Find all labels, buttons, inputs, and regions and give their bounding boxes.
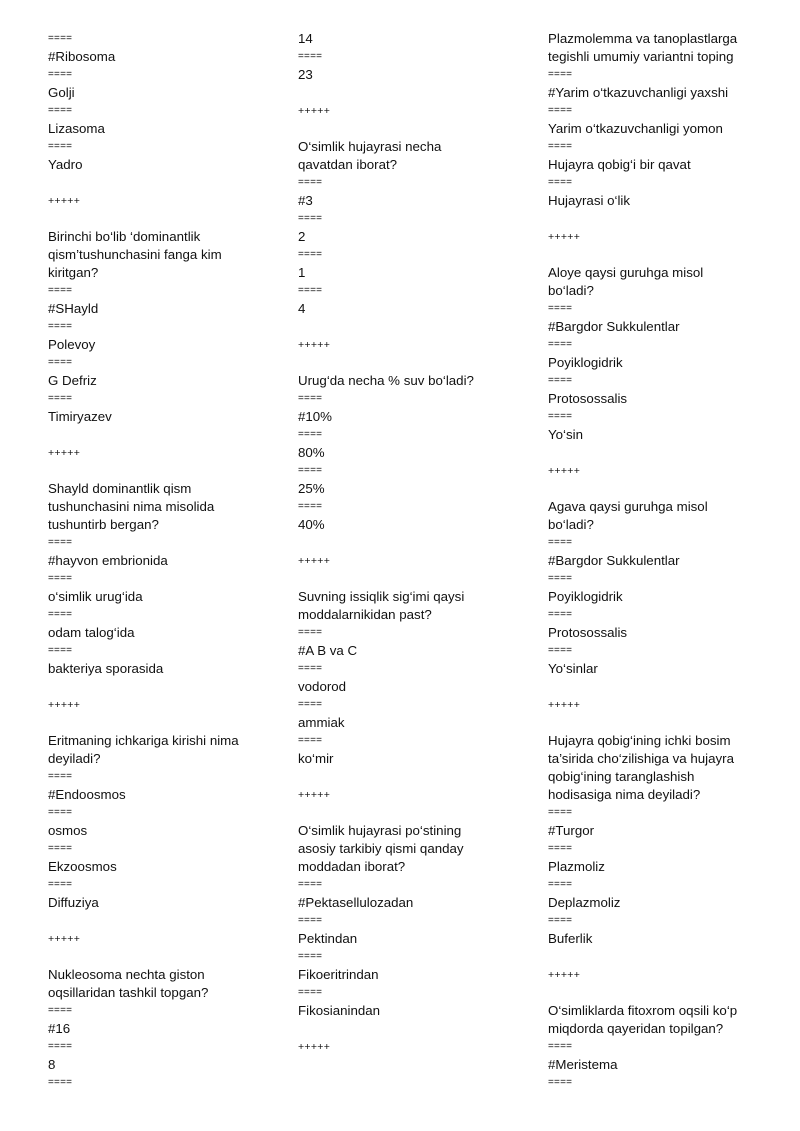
blank-line (48, 210, 283, 228)
separator-line: ==== (548, 843, 573, 854)
text-line: 2 (298, 229, 306, 244)
separator-line: ==== (548, 1041, 573, 1052)
separator-line: ==== (548, 303, 573, 314)
separator-line: ==== (48, 357, 73, 368)
separator-line: ==== (298, 213, 323, 224)
blank-line (298, 570, 533, 588)
blank-line (298, 120, 533, 138)
text-line: vodorod (298, 679, 347, 694)
question-divider: +++++ (298, 555, 331, 567)
question-divider: +++++ (298, 105, 331, 117)
text-line: tegishli umumiy variantni toping (548, 49, 734, 64)
text-line: Birinchi bo‘lib ‘dominantlik (48, 229, 201, 244)
separator-line: ==== (298, 393, 323, 404)
question-divider: +++++ (48, 447, 81, 459)
correct-answer-line: #Bargdor Sukkulentlar (548, 319, 680, 334)
text-line: G Defriz (48, 373, 97, 388)
separator-line: ==== (298, 177, 323, 188)
text-line: Nukleosoma nechta giston (48, 967, 205, 982)
text-line: 25% (298, 481, 325, 496)
separator-line: ==== (298, 501, 323, 512)
separator-line: ==== (548, 537, 573, 548)
correct-answer-line: #A B va C (298, 643, 358, 658)
text-line: Buferlik (548, 931, 593, 946)
blank-line (48, 714, 283, 732)
separator-line: ==== (48, 1077, 73, 1088)
text-line: Aloye qaysi guruhga misol (548, 265, 704, 280)
text-line: ta’sirida cho‘zilishiga va hujayra (548, 751, 735, 766)
correct-answer-line: #Meristema (548, 1057, 618, 1072)
text-line: Shayld dominantlik qism (48, 481, 192, 496)
text-line: Fikosianindan (298, 1003, 381, 1018)
question-divider: +++++ (548, 465, 581, 477)
separator-line: ==== (48, 69, 73, 80)
text-line: Yarim o‘tkazuvchanligi yomon (548, 121, 723, 136)
separator-line: ==== (48, 1005, 73, 1016)
separator-line: ==== (298, 465, 323, 476)
correct-answer-line: #3 (298, 193, 313, 208)
text-line: odam talog‘ida (48, 625, 135, 640)
blank-line (298, 534, 533, 552)
blank-line (298, 768, 533, 786)
separator-line: ==== (48, 393, 73, 404)
text-line: Lizasoma (48, 121, 105, 136)
separator-line: ==== (48, 33, 73, 44)
separator-line: ==== (548, 105, 573, 116)
text-line: ammiak (298, 715, 345, 730)
separator-line: ==== (548, 141, 573, 152)
text-line: 23 (298, 67, 313, 82)
separator-line: ==== (48, 771, 73, 782)
separator-line: ==== (548, 69, 573, 80)
question-divider: +++++ (548, 699, 581, 711)
text-line: Ekzoosmos (48, 859, 117, 874)
question-divider: +++++ (548, 231, 581, 243)
text-line: Hujayrasi o‘lik (548, 193, 631, 208)
question-divider: +++++ (48, 699, 81, 711)
question-divider: +++++ (48, 195, 81, 207)
blank-line (48, 912, 283, 930)
separator-line: ==== (48, 645, 73, 656)
blank-line (548, 714, 783, 732)
separator-line: ==== (298, 51, 323, 62)
text-line: tushunchasini nima misolida (48, 499, 215, 514)
text-line: moddalarnikidan past? (298, 607, 432, 622)
separator-line: ==== (298, 879, 323, 890)
text-line: O‘simlik hujayrasi po‘stining (298, 823, 462, 838)
separator-line: ==== (48, 573, 73, 584)
question-divider: +++++ (298, 789, 331, 801)
text-line: Yo‘sinlar (548, 661, 598, 676)
text-line: Hujayra qobig‘ining ichki bosim (548, 733, 731, 748)
question-divider: +++++ (298, 339, 331, 351)
separator-line: ==== (48, 879, 73, 890)
text-line: qavatdan iborat? (298, 157, 398, 172)
blank-line (298, 804, 533, 822)
text-line: 14 (298, 31, 313, 46)
separator-line: ==== (48, 1041, 73, 1052)
text-line: bo‘ladi? (548, 283, 594, 298)
correct-answer-line: #hayvon embrionida (48, 553, 168, 568)
separator-line: ==== (298, 735, 323, 746)
blank-line (48, 948, 283, 966)
text-line: 8 (48, 1057, 56, 1072)
correct-answer-line: #Endoosmos (48, 787, 126, 802)
text-line: Poyiklogidrik (548, 355, 623, 370)
text-line: qism’tushunchasini fanga kim (48, 247, 222, 262)
blank-line (48, 678, 283, 696)
question-divider: +++++ (48, 933, 81, 945)
separator-line: ==== (548, 1077, 573, 1088)
separator-line: ==== (548, 177, 573, 188)
text-line: 40% (298, 517, 325, 532)
blank-line (298, 318, 533, 336)
correct-answer-line: #Bargdor Sukkulentlar (548, 553, 680, 568)
blank-line (48, 174, 283, 192)
text-line: Poyiklogidrik (548, 589, 623, 604)
question-divider: +++++ (298, 1041, 331, 1053)
separator-line: ==== (298, 627, 323, 638)
text-line: kiritgan? (48, 265, 99, 280)
separator-line: ==== (48, 105, 73, 116)
separator-line: ==== (48, 537, 73, 548)
blank-line (298, 84, 533, 102)
correct-answer-line: #Pektasellulozadan (298, 895, 414, 910)
text-line: Hujayra qobig‘i bir qavat (548, 157, 691, 172)
separator-line: ==== (298, 987, 323, 998)
text-line: O‘simlik hujayrasi necha (298, 139, 442, 154)
text-line: Protosossalis (548, 625, 628, 640)
text-line: Fikoeritrindan (298, 967, 379, 982)
blank-line (548, 210, 783, 228)
correct-answer-line: #Ribosoma (48, 49, 116, 64)
separator-line: ==== (298, 663, 323, 674)
separator-line: ==== (548, 411, 573, 422)
text-line: Agava qaysi guruhga misol (548, 499, 708, 514)
text-line: Yadro (48, 157, 83, 172)
correct-answer-line: #Yarim o‘tkazuvchanligi yaxshi (548, 85, 729, 100)
separator-line: ==== (48, 285, 73, 296)
text-line: Timiryazev (48, 409, 112, 424)
question-divider: +++++ (548, 969, 581, 981)
separator-line: ==== (548, 609, 573, 620)
text-line: Protosossalis (548, 391, 628, 406)
text-line: bakteriya sporasida (48, 661, 164, 676)
text-line: ko‘mir (298, 751, 334, 766)
correct-answer-line: #SHayld (48, 301, 99, 316)
blank-line (48, 426, 283, 444)
text-line: Golji (48, 85, 75, 100)
text-line: Suvning issiqlik sig‘imi qaysi (298, 589, 465, 604)
text-line: o‘simlik urug‘ida (48, 589, 143, 604)
text-line: 4 (298, 301, 306, 316)
separator-line: ==== (298, 285, 323, 296)
text-line: Plazmolemma va tanoplastlarga (548, 31, 738, 46)
separator-line: ==== (48, 609, 73, 620)
blank-line (298, 354, 533, 372)
separator-line: ==== (298, 951, 323, 962)
blank-line (548, 246, 783, 264)
text-line: Plazmoliz (548, 859, 605, 874)
separator-line: ==== (548, 645, 573, 656)
text-line: 1 (298, 265, 306, 280)
text-column-1 (48, 30, 283, 1092)
blank-line (298, 1020, 533, 1038)
separator-line: ==== (298, 429, 323, 440)
blank-line (548, 444, 783, 462)
separator-line: ==== (298, 249, 323, 260)
text-line: Urug‘da necha % suv bo‘ladi? (298, 373, 474, 388)
separator-line: ==== (48, 807, 73, 818)
text-line: tushuntirb bergan? (48, 517, 159, 532)
correct-answer-line: #Turgor (548, 823, 595, 838)
text-line: Pektindan (298, 931, 358, 946)
correct-answer-line: #16 (48, 1021, 71, 1036)
text-line: 80% (298, 445, 325, 460)
text-line: hodisasiga nima deyiladi? (548, 787, 701, 802)
text-column-2 (298, 30, 533, 1056)
separator-line: ==== (548, 339, 573, 350)
separator-line: ==== (548, 915, 573, 926)
text-line: moddadan iborat? (298, 859, 406, 874)
separator-line: ==== (48, 141, 73, 152)
text-line: Polevoy (48, 337, 96, 352)
text-line: Eritmaning ichkariga kirishi nima (48, 733, 239, 748)
blank-line (548, 948, 783, 966)
text-line: O‘simliklarda fitoxrom oqsili ko‘p (548, 1003, 738, 1018)
text-line: Deplazmoliz (548, 895, 621, 910)
blank-line (48, 462, 283, 480)
separator-line: ==== (298, 915, 323, 926)
text-line: deyiladi? (48, 751, 101, 766)
separator-line: ==== (548, 807, 573, 818)
text-line: bo‘ladi? (548, 517, 594, 532)
separator-line: ==== (48, 843, 73, 854)
blank-line (548, 678, 783, 696)
text-line: Diffuziya (48, 895, 99, 910)
correct-answer-line: #10% (298, 409, 333, 424)
separator-line: ==== (548, 879, 573, 890)
text-line: osmos (48, 823, 88, 838)
text-line: Yo‘sin (548, 427, 583, 442)
text-line: miqdorda qayeridan topilgan? (548, 1021, 724, 1036)
separator-line: ==== (548, 573, 573, 584)
text-line: asosiy tarkibiy qismi qanday (298, 841, 464, 856)
blank-line (548, 984, 783, 1002)
separator-line: ==== (548, 375, 573, 386)
text-line: oqsillaridan tashkil topgan? (48, 985, 209, 1000)
separator-line: ==== (48, 321, 73, 332)
text-line: qobig‘ining taranglashish (548, 769, 695, 784)
text-column-3 (548, 30, 783, 1092)
separator-line: ==== (298, 699, 323, 710)
blank-line (548, 480, 783, 498)
